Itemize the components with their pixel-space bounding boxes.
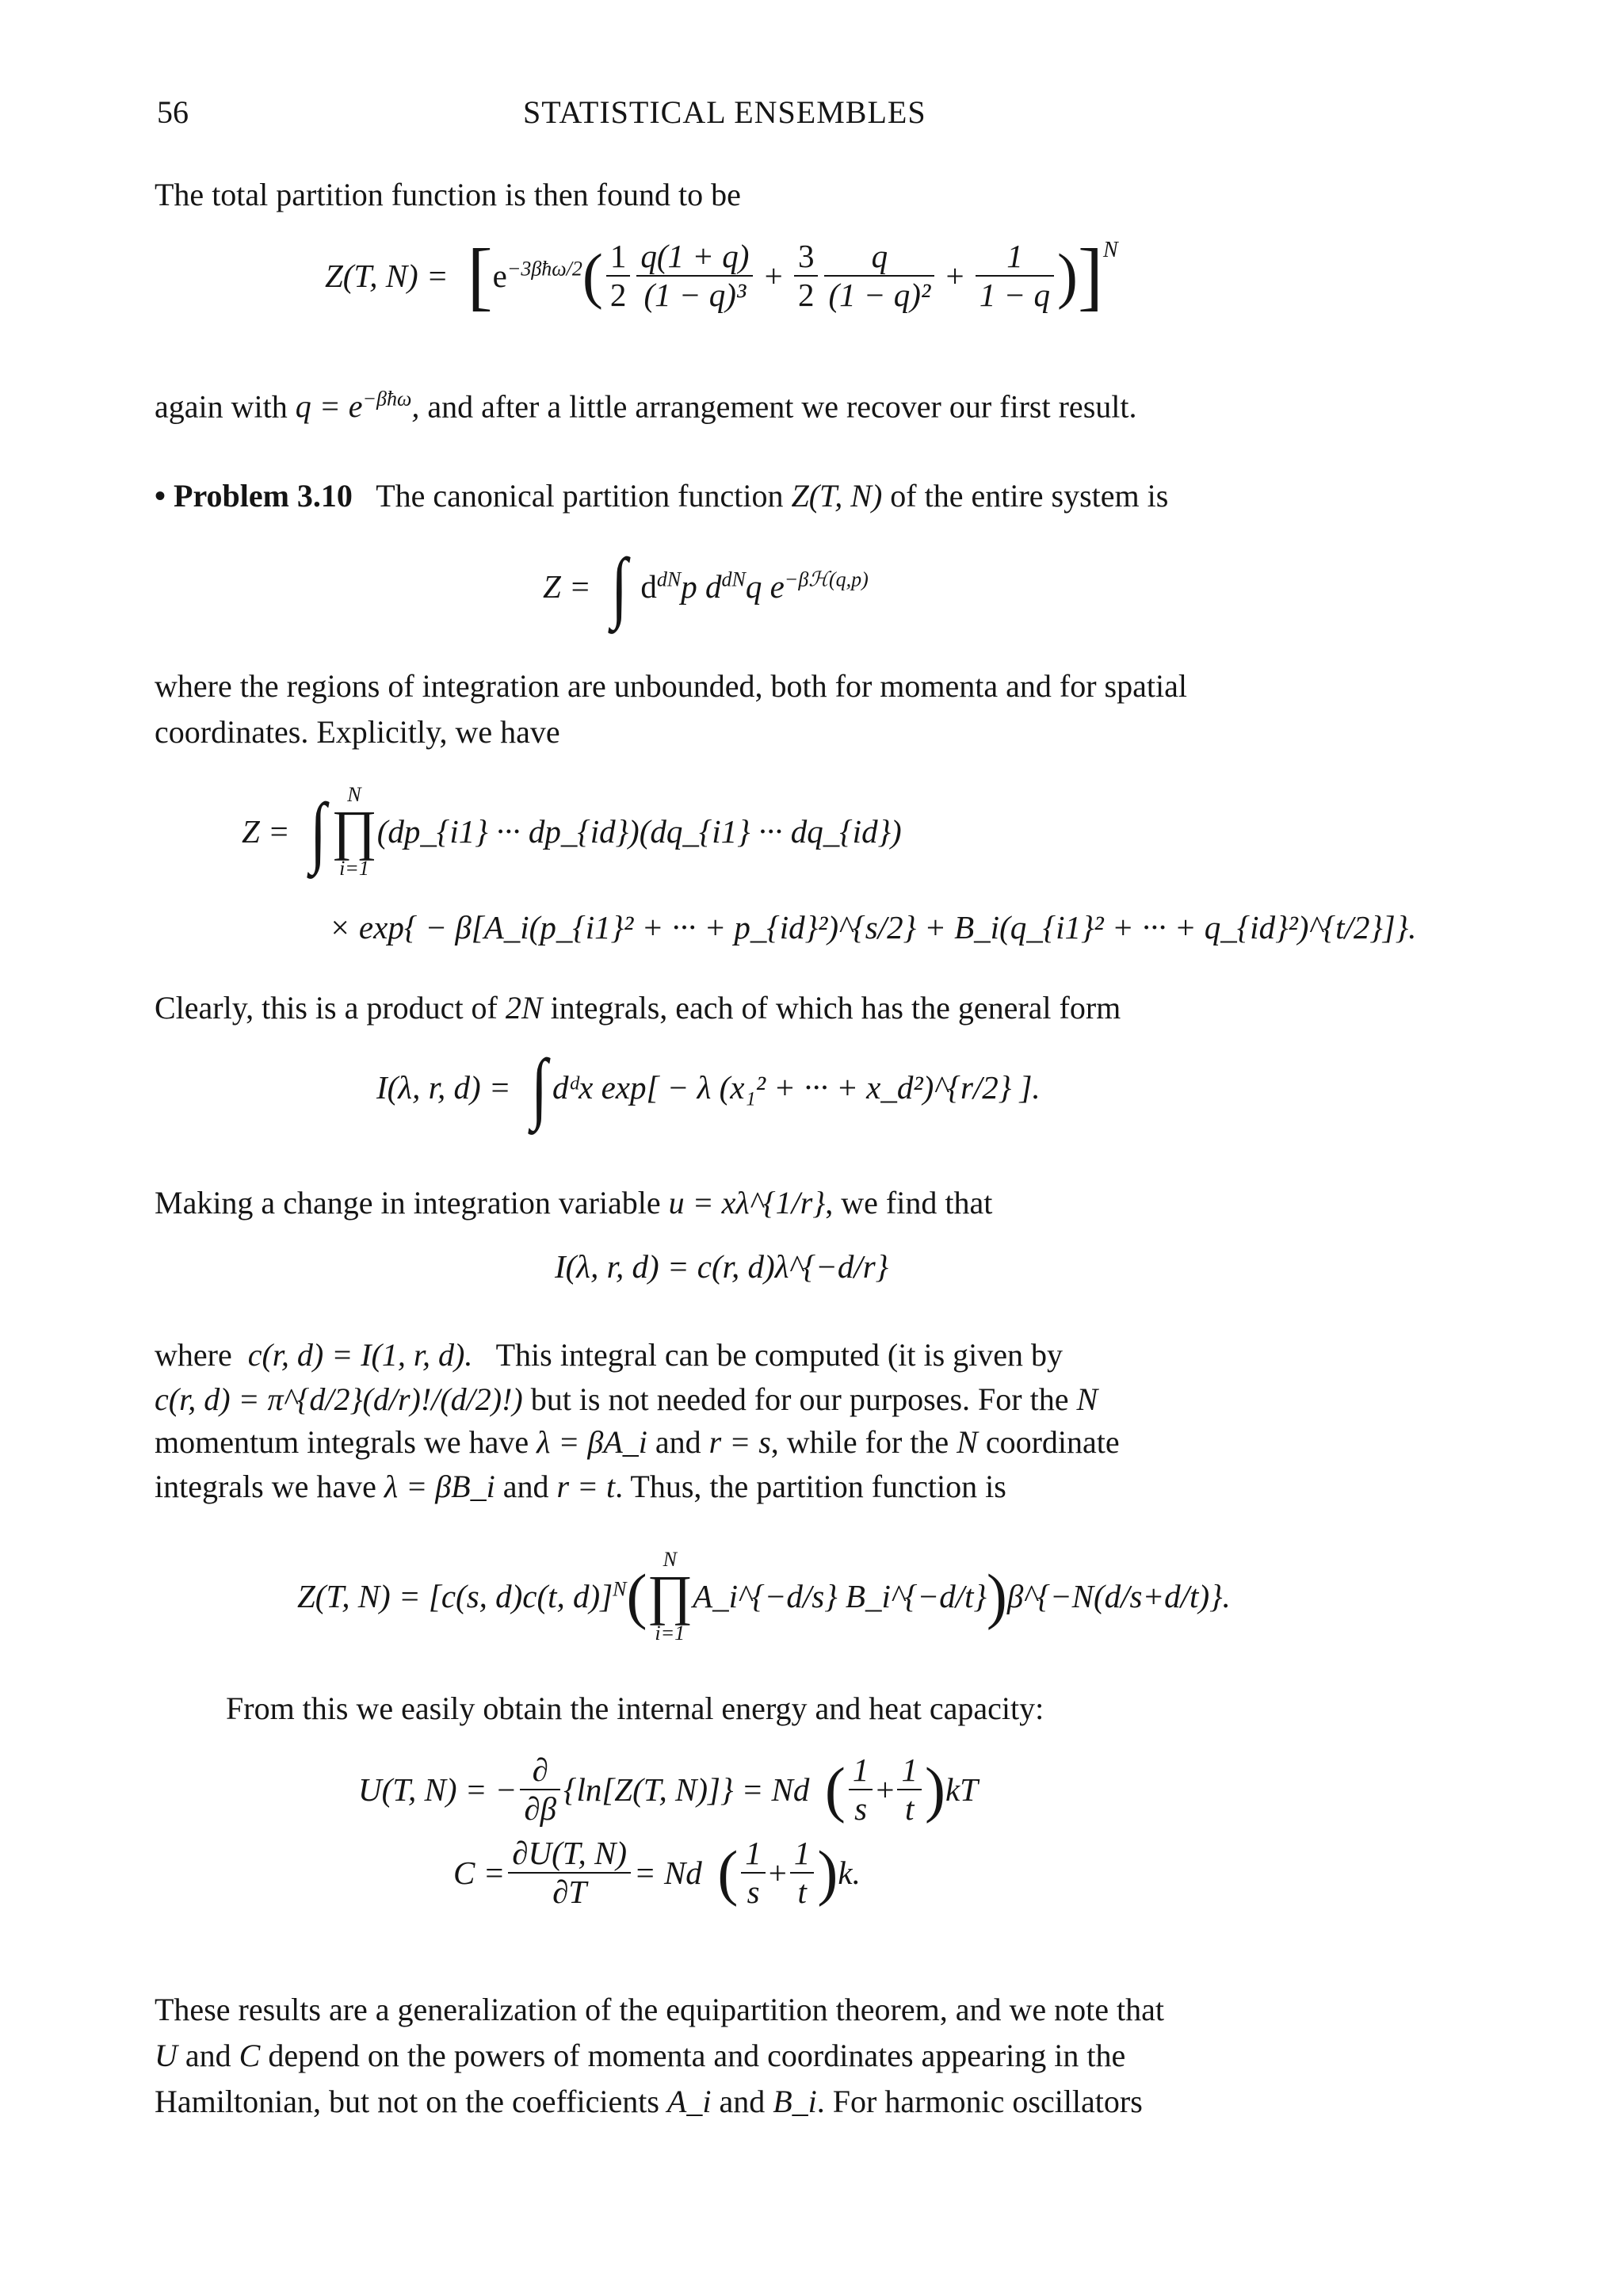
p7-l3-c: , while for the: [770, 1424, 949, 1460]
problem-ztn: Z(T, N): [791, 478, 883, 514]
p7-l4-c: . Thus, the partition function is: [615, 1469, 1006, 1504]
p7-l1-b: This integral can be computed (it is given by: [495, 1337, 1063, 1373]
two-n: 2N: [505, 990, 543, 1026]
q-definition: $q = e^{-\beta ħ\omega}$,: [295, 388, 420, 425]
c-formula: c(r, d) = π^{d/2}(d/r)!/(d/2)!): [155, 1381, 523, 1417]
equation-partition-result: [297, 1549, 1231, 1644]
eq1-frac-q1: $\frac{q(1 + q)}{\text{(1 − q)³}}$: [636, 238, 753, 314]
paragraph-7-line-4: [155, 1468, 1006, 1506]
equation-heat-capacity: [453, 1835, 861, 1911]
paragraph-7-line-3: [155, 1423, 1120, 1461]
eq1-plus-2: +: [938, 258, 972, 295]
equation-scaling: I(λ, r, d) = c(r, d)λ^{−d/r}: [555, 1248, 889, 1285]
p2-text-b: and after a little arrangement we recover our first result.: [427, 388, 1137, 425]
integral-sign: ∫: [516, 1043, 548, 1131]
and-word: and: [185, 2038, 231, 2073]
b-i-symbol: B_i: [773, 2084, 817, 2119]
problem-text-b: of the entire system is: [890, 478, 1169, 514]
paragraph-5: [155, 989, 1121, 1027]
paragraph-9-line-1: These results are a generalization of the equipartition theorem, and we note that: [155, 1992, 1164, 2027]
equation-canonical-integral: [543, 542, 869, 630]
p6-text-a: Making a change in integration variable: [155, 1185, 661, 1221]
equation-explicit-line-2: × exp{ − β[A_i(p_{i1}² + ··· + p_{id}²)^{s/2} + B_i(q_{i1}² + ··· + q_{id}²)^{t/2}]}.: [329, 909, 1417, 946]
eq4-lhs: I(λ, r, d) =: [376, 1069, 511, 1106]
eq7-derivative: $\frac{\partial}{\partial\beta}$: [520, 1752, 560, 1828]
eq6-lhs: Z(T, N) = [c(s, d)c(t, d)]$^N$: [297, 1577, 627, 1615]
product-operator: N ∏ i=1: [647, 1548, 693, 1645]
paragraph-4-line-2: coordinates. Explicitly, we have: [155, 714, 560, 750]
eq1-power: N: [1103, 238, 1118, 262]
p7-l1-a: where: [155, 1337, 232, 1373]
p7-l4-a: integrals we have: [155, 1469, 376, 1504]
eq3-lhs: Z =: [242, 813, 290, 850]
equation-internal-energy: [358, 1752, 978, 1828]
n-symbol: N: [1076, 1381, 1098, 1417]
eq7-frac-s: $\frac{1}{s}$: [849, 1752, 873, 1828]
eq2-body: $d^{dN}p$ $d^{dN}q$ $e^{-\beta ℋ(q,p)}$: [640, 567, 869, 605]
eq1-right-paren: ): [1057, 241, 1079, 311]
p7-l3-b: and: [655, 1424, 701, 1460]
eq8-lhs: C =: [453, 1855, 506, 1892]
p5-text-b: integrals, each of which has the general form: [550, 990, 1121, 1026]
eq8-mid: = Nd: [634, 1855, 702, 1892]
eq6-right-paren: ): [986, 1561, 1007, 1631]
c-symbol: C: [239, 2038, 261, 2073]
paragraph-9-line-3: [155, 2083, 1143, 2121]
problem-heading: [155, 477, 1168, 515]
paragraph-2: [155, 387, 1136, 426]
eq1-frac-three-half: $\frac{3}{2}$: [794, 238, 819, 314]
eq1-left-paren: (: [582, 241, 603, 311]
r-eq-t: r = t: [556, 1469, 616, 1504]
paragraph-6: [155, 1184, 992, 1222]
paragraph-7-line-1: [155, 1336, 1063, 1374]
p9-l3-a: Hamiltonian, but not on the coefficients: [155, 2084, 659, 2119]
eq2-lhs: Z =: [543, 568, 591, 605]
and-word: and: [719, 2084, 766, 2119]
p9-l3-c: . For harmonic oscillators: [816, 2084, 1143, 2119]
equation-partition-total: [325, 233, 1118, 319]
eq1-exp: $e^{-3\beta ħ\omega/2}$: [492, 257, 582, 295]
eq8-plus: +: [768, 1855, 787, 1892]
integral-sign: ∫: [295, 787, 327, 876]
paragraph-7-line-2: [155, 1381, 1098, 1419]
eq8-frac-s: $\frac{1}{s}$: [741, 1835, 766, 1911]
lambda-a: λ = βA_i: [537, 1424, 647, 1460]
p5-text-a: Clearly, this is a product of: [155, 990, 498, 1026]
eq8-frac-t: $\frac{1}{t}$: [790, 1835, 815, 1911]
c-definition: c(r, d) = I(1, r, d).: [247, 1337, 473, 1373]
eq6-left-paren: (: [626, 1561, 647, 1631]
running-title: STATISTICAL ENSEMBLES: [523, 94, 926, 130]
eq7-plus: +: [876, 1771, 895, 1809]
eq8-left-paren: (: [701, 1838, 739, 1908]
n-symbol: N: [957, 1424, 978, 1460]
paragraph-1: The total partition function is then found to be: [155, 177, 741, 212]
eq1-frac-q2: $\frac{q}{\text{(1 − q)²}}$: [824, 238, 934, 314]
eq1-plus-1: +: [756, 258, 791, 295]
p2-text-a: again with: [155, 388, 288, 425]
paragraph-4-line-1: where the regions of integration are unbounded, both for momenta and for spatial: [155, 668, 1187, 704]
paragraph-8: From this we easily obtain the internal energy and heat capacity:: [226, 1690, 1044, 1726]
a-i-symbol: A_i: [666, 2084, 712, 2119]
u-definition: u = xλ^{1/r}: [668, 1185, 826, 1221]
p9-l2-b: depend on the powers of momenta and coordinates appearing in the: [268, 2038, 1126, 2073]
integral-sign: ∫: [596, 542, 628, 630]
r-eq-s: r = s: [708, 1424, 771, 1460]
p7-l3-a: momentum integrals we have: [155, 1424, 529, 1460]
paragraph-9-line-2: [155, 2037, 1125, 2075]
eq7-lhs: U(T, N) = −: [358, 1771, 517, 1809]
eq1-frac-geom: $\frac{1}{1 - q}$: [976, 238, 1054, 314]
equation-explicit-line-1: [242, 785, 902, 879]
equation-general-integral: [376, 1043, 1041, 1131]
eq4-body: dᵈx exp[ − λ (x₁² + ··· + x_d²)^{r/2} ].: [552, 1069, 1041, 1106]
eq8-derivative: $\frac{\partial U(T, N)}{\partial T}$: [508, 1835, 631, 1911]
eq7-mid: {ln[Z(T, N)]} = Nd: [563, 1771, 810, 1809]
eq1-lhs: Z(T, N) =: [325, 258, 449, 295]
eq7-right-paren: ): [924, 1755, 945, 1824]
eq8-tail: k.: [838, 1855, 861, 1892]
eq7-tail: kT: [945, 1771, 978, 1809]
eq1-left-bracket: [: [448, 233, 493, 319]
eq1-right-bracket: ]: [1078, 233, 1103, 319]
p7-l2-b: but is not needed for our purposes. For the: [530, 1381, 1069, 1417]
eq6-body: A_i^{−d/s} B_i^{−d/t}: [693, 1578, 987, 1615]
eq3-line-1: (dp_{i1} ··· dp_{id})(dq_{i1} ··· dq_{id}): [376, 813, 902, 850]
p7-l3-d: coordinate: [985, 1424, 1120, 1460]
p6-text-b: , we find that: [825, 1185, 993, 1221]
u-symbol: U: [155, 2038, 178, 2073]
problem-text-a: The canonical partition function: [376, 478, 784, 514]
eq7-frac-t: $\frac{1}{t}$: [897, 1752, 922, 1828]
problem-label: • Problem 3.10: [155, 478, 353, 514]
eq8-right-paren: ): [817, 1838, 838, 1908]
eq1-frac-half-a: $\frac{1}{2}$: [606, 238, 631, 314]
p7-l4-b: and: [502, 1469, 549, 1504]
page-number: 56: [157, 94, 189, 130]
product-operator: N ∏ i=1: [331, 783, 377, 880]
eq6-tail: β^{−N(d/s+d/t)}.: [1006, 1578, 1231, 1615]
eq7-left-paren: (: [809, 1755, 846, 1824]
lambda-b: λ = βB_i: [384, 1469, 495, 1504]
